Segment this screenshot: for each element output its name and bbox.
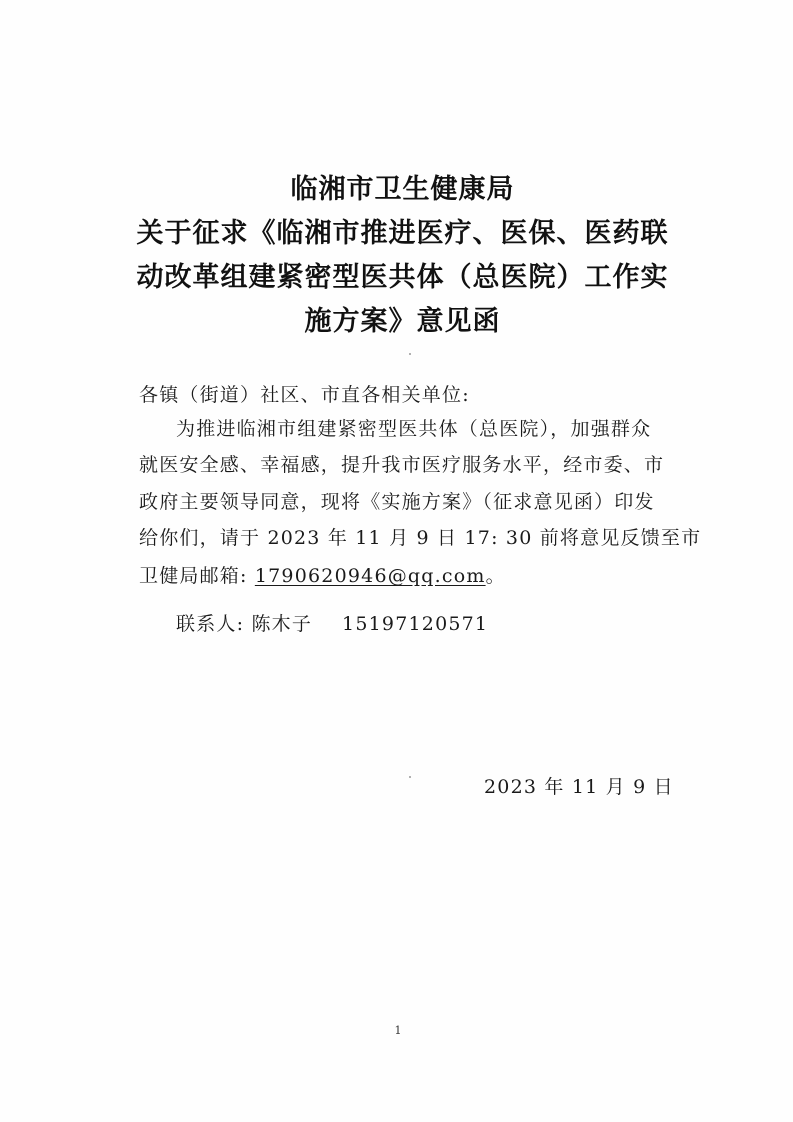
contact-phone: 15197120571: [342, 613, 489, 635]
contact-line: [176, 609, 488, 639]
title-line-4: 施方案》意见函: [304, 306, 501, 337]
body-line-2: 就医安全感、幸福感，提升我市医疗服务水平，经市委、市: [139, 454, 665, 476]
body-line-5-end: 。: [485, 565, 506, 587]
body-line-3: 政府主要领导同意，现将《实施方案》（征求意见函）印发: [139, 491, 655, 513]
scan-speck: [409, 776, 411, 778]
body-line-4: 给你们，请于 2023 年 11 月 9 日 17: 30 前将意见反馈至市: [139, 527, 702, 549]
contact-label: 联系人: 陈木子: [176, 613, 313, 635]
body-line-1: 为推进临湘市组建紧密型医共体（总医院），加强群众: [176, 418, 652, 440]
body-line-5: [139, 561, 506, 591]
page-number: 1: [394, 1024, 402, 1037]
title-line-3: 动改革组建紧密型医共体（总医院）工作实: [136, 262, 669, 293]
salutation: 各镇（街道）社区、市直各相关单位:: [139, 384, 470, 406]
email-address[interactable]: 1790620946@qq.com: [254, 565, 486, 587]
email-label: 卫健局邮箱:: [139, 565, 255, 587]
title-line-1: 临湘市卫生健康局: [290, 174, 515, 205]
title-line-2: 关于征求《临湘市推进医疗、医保、医药联: [136, 218, 669, 249]
scan-speck: [409, 353, 411, 355]
document-date: 2023 年 11 月 9 日: [484, 776, 674, 798]
